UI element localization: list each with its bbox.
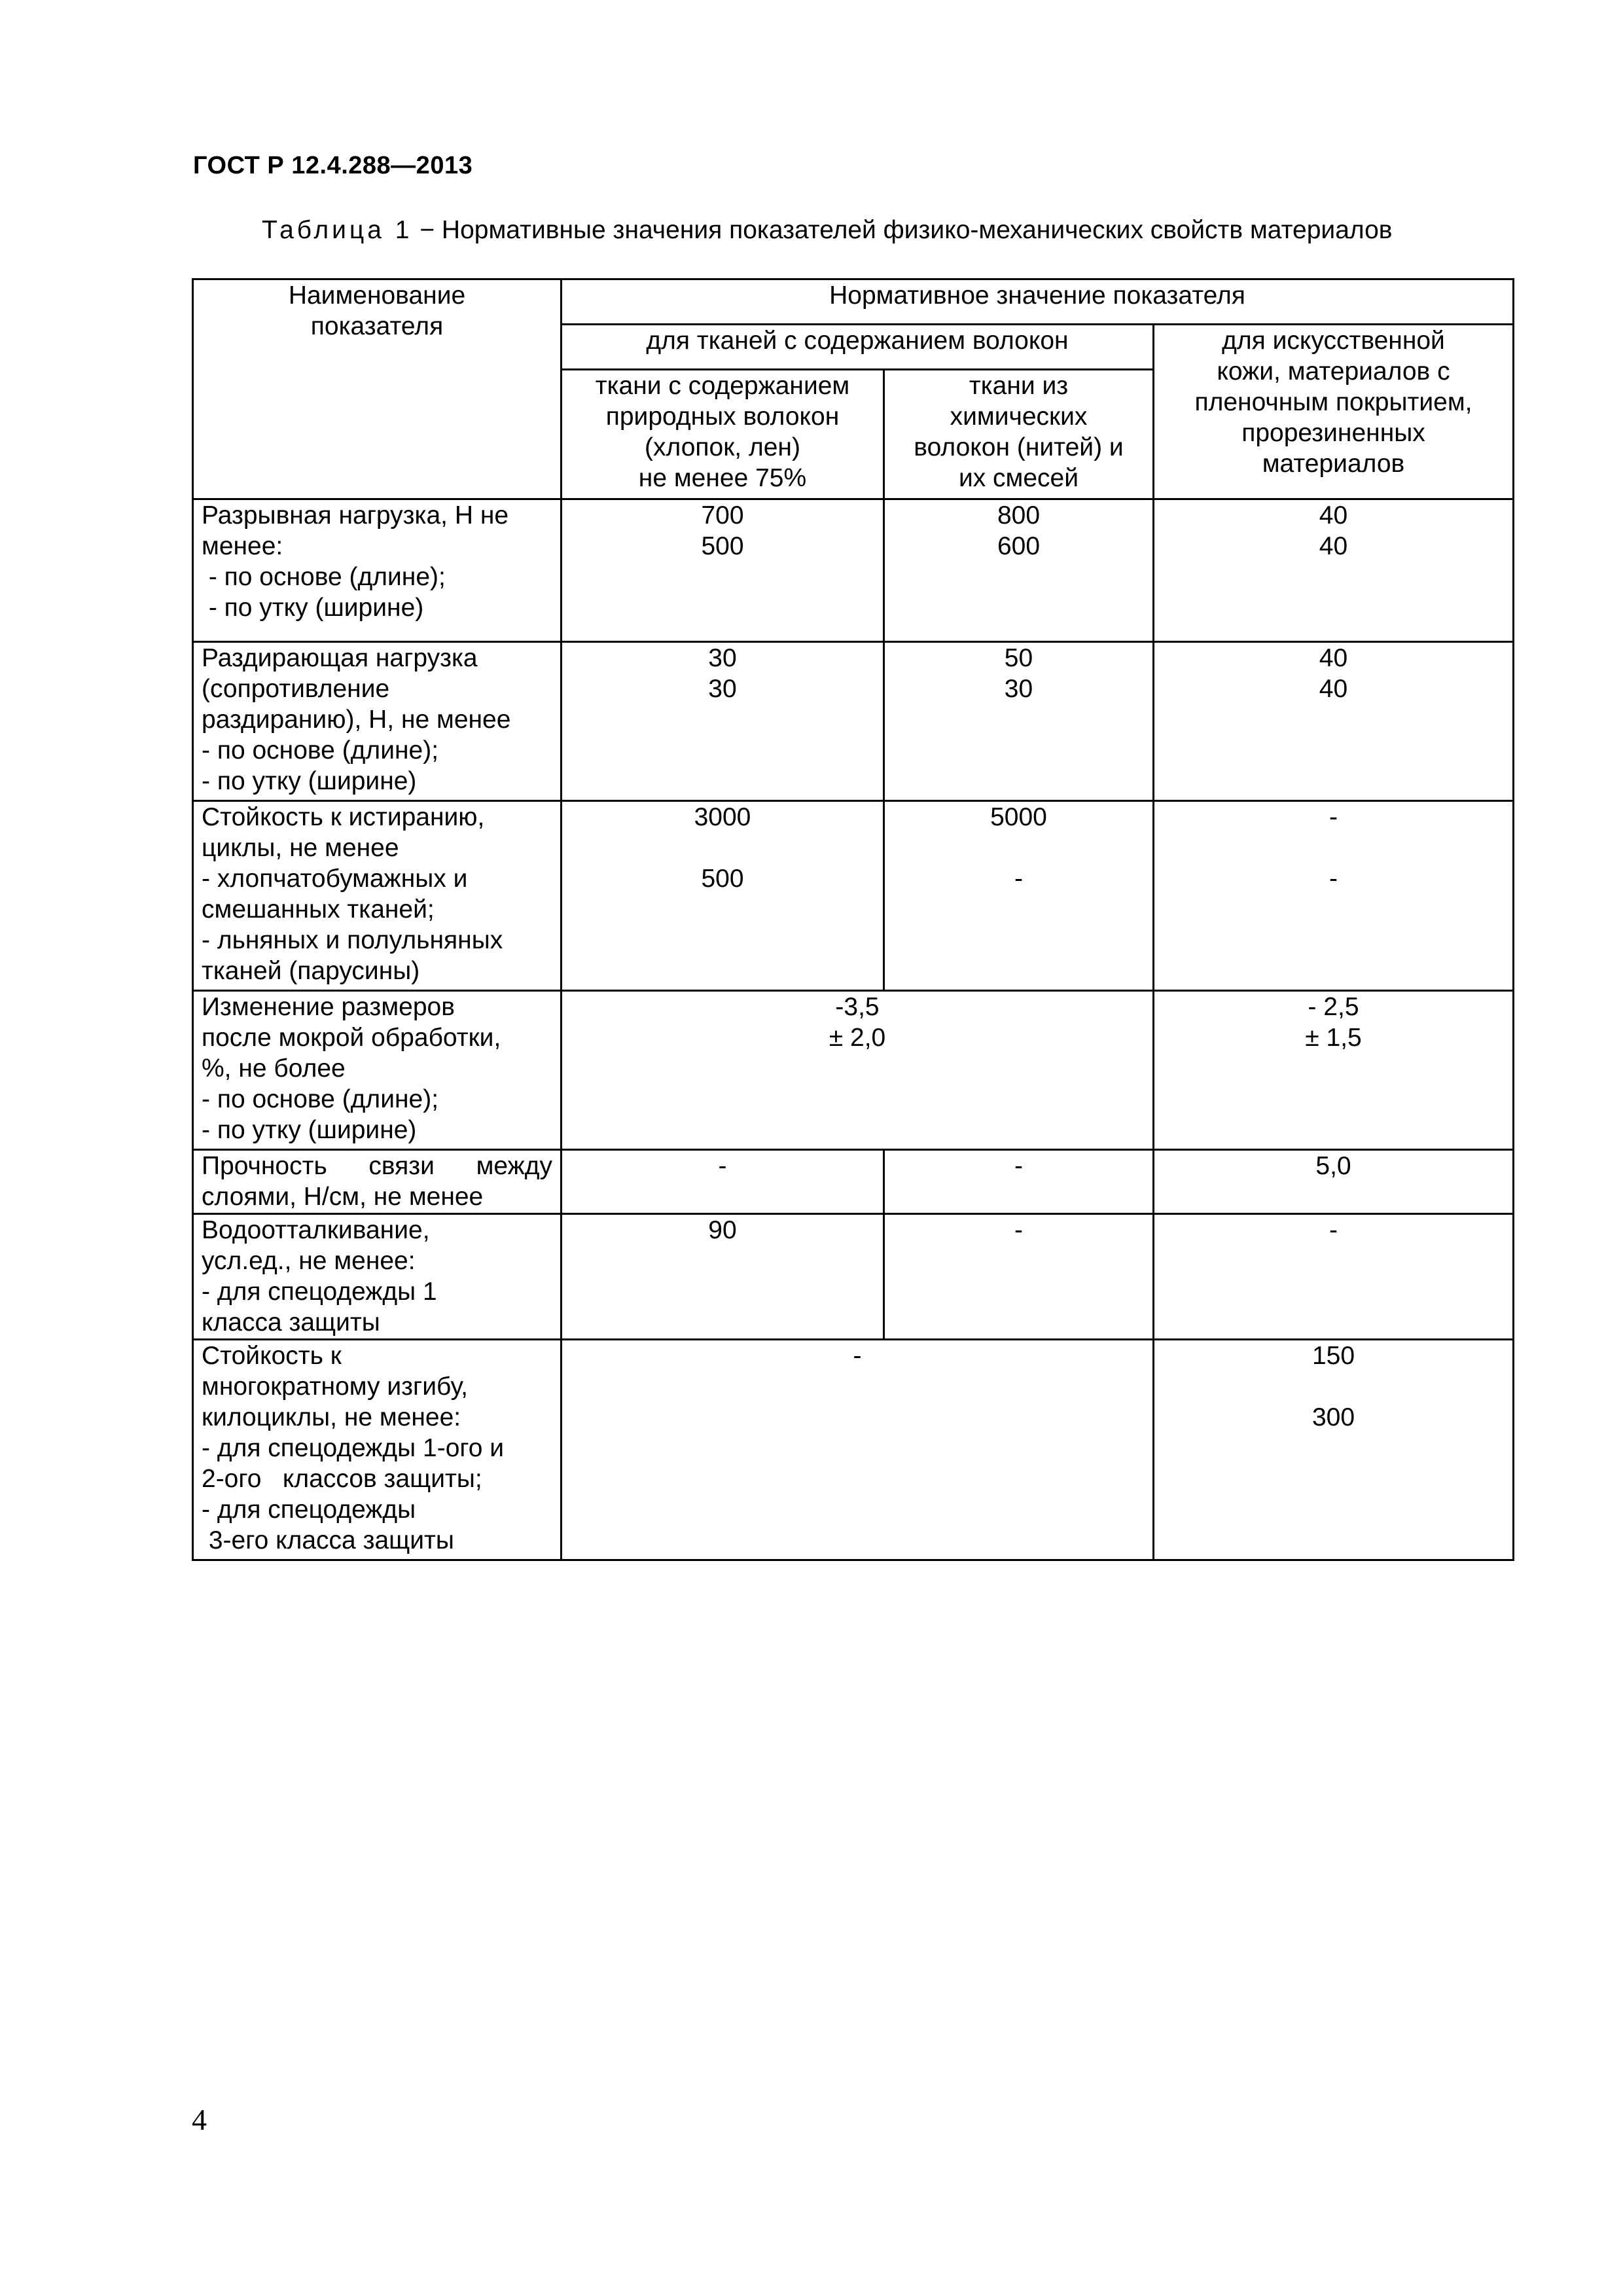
cell-text-line: тканей (парусины) [202, 957, 420, 985]
table-row [193, 1150, 1514, 1214]
cell-text-line: менее: [202, 532, 283, 560]
table-caption-text: Нормативные значения показателей физико-механических свойств материалов [441, 216, 1393, 244]
table-row [193, 991, 1514, 1150]
cell-text-line: 90 [708, 1216, 737, 1244]
cell-text-line: - по утку (ширине) [202, 594, 424, 622]
cell-text-line: - [1329, 803, 1338, 831]
cell-text-line: материалов [1262, 450, 1405, 478]
cell-text-line: - для спецодежды 1 [202, 1278, 437, 1306]
cell-text-line: %, не более [202, 1054, 346, 1083]
cell-text-line: 40 [1319, 644, 1348, 672]
cell-text-line: 800 [997, 501, 1041, 529]
cell-text-line: (хлопок, лен) [645, 433, 800, 461]
value-natural [562, 499, 884, 642]
table-caption [262, 216, 1393, 245]
table-row [193, 499, 1514, 642]
cell-text-line [893, 833, 1145, 863]
cell-text-line: 150 [1311, 1342, 1355, 1370]
cell-text-line: - [1329, 865, 1338, 893]
value-leather [1154, 991, 1514, 1150]
header-fabric-group: для тканей с содержанием волокон [562, 325, 1154, 370]
cell-text-line: - [1014, 1152, 1023, 1180]
cell-text-line: - по утку (ширине) [202, 767, 417, 795]
cell-text-line: Изменение размеров [202, 993, 455, 1021]
value-natural [562, 1150, 884, 1214]
cell-text-line: 2-ого классов защиты; [202, 1465, 482, 1493]
cell-text-line: раздиранию), Н, не менее [202, 706, 511, 734]
value-natural [562, 642, 884, 801]
cell-text-line: волокон (нитей) и [914, 433, 1124, 461]
cell-text-line [570, 1371, 1145, 1402]
cell-text-line: Прочность связи между [202, 1152, 552, 1180]
cell-text-line: Водоотталкивание, [202, 1216, 430, 1244]
cell-text-line: - по основе (длине); [202, 736, 439, 764]
indicator-abrasion-resistance [193, 801, 562, 991]
cell-text-line: - [718, 1152, 727, 1180]
cell-text-line: прорезиненных [1241, 419, 1425, 447]
cell-text-line: циклы, не менее [202, 834, 399, 862]
cell-text-line: пленочным покрытием, [1194, 388, 1472, 416]
cell-text-line: -3,5 [835, 993, 880, 1021]
cell-text-line: 40 [1319, 501, 1348, 529]
value-chemical [884, 499, 1154, 642]
cell-text-line: - для спецодежды [202, 1496, 416, 1524]
header-leather-materials [1154, 325, 1514, 499]
cell-text-line: - по основе (длине); [202, 1085, 439, 1113]
cell-text-line: 50 [1004, 644, 1033, 672]
norms-table [192, 278, 1514, 1561]
cell-text-line: - 2,5 [1308, 993, 1359, 1021]
cell-text-line: 5,0 [1315, 1152, 1351, 1180]
cell-text-line: ± 2,0 [829, 1024, 886, 1052]
cell-text-line: природных волокон [605, 403, 840, 431]
cell-text-line: 600 [997, 532, 1041, 560]
indicator-layer-bond [193, 1150, 562, 1214]
value-natural [562, 801, 884, 991]
table-caption-prefix: Таблица 1 [262, 216, 413, 244]
cell-text-line: многократному изгибу, [202, 1372, 468, 1401]
cell-text-line: ± 1,5 [1305, 1024, 1362, 1052]
cell-text-line: 40 [1319, 675, 1348, 703]
cell-text-line: 3000 [694, 803, 751, 831]
cell-text-line: - [853, 1342, 862, 1370]
value-chemical [884, 642, 1154, 801]
value-chemical [884, 1214, 1154, 1340]
indicator-tear-load [193, 642, 562, 801]
cell-text-line: 500 [701, 532, 744, 560]
header-chemical-fibre-fabrics [884, 370, 1154, 499]
cell-text-line: ткани из [969, 372, 1069, 400]
table-row [193, 1340, 1514, 1560]
cell-text-line: 500 [701, 865, 744, 893]
indicator-size-change [193, 991, 562, 1150]
cell-text-line: кожи, материалов с [1217, 357, 1450, 386]
cell-text-line: для искусственной [1222, 327, 1445, 355]
cell-text-line: 30 [708, 675, 737, 703]
cell-text-line: химических [950, 403, 1088, 431]
value-leather [1154, 642, 1514, 801]
value-fabrics-merged [562, 1340, 1154, 1560]
value-leather [1154, 499, 1514, 642]
cell-text-line: их смесей [958, 464, 1079, 492]
cell-text-line: 40 [1319, 532, 1348, 560]
value-leather [1154, 1340, 1514, 1560]
cell-text-line: Разрывная нагрузка, Н не [202, 501, 509, 529]
cell-text-line: класса защиты [202, 1308, 380, 1336]
value-natural [562, 1214, 884, 1340]
cell-text-line: Стойкость к истиранию, [202, 803, 485, 831]
cell-text-line: - хлопчатобумажных и [202, 865, 468, 893]
cell-text-line: - по основе (длине); [202, 563, 446, 591]
cell-text-line: 5000 [990, 803, 1047, 831]
cell-text-line [1162, 1246, 1505, 1276]
cell-text-line: (сопротивление [202, 675, 390, 703]
cell-text-line: 30 [1004, 675, 1033, 703]
cell-text-line: - льняных и полульняных [202, 926, 503, 954]
cell-text-line: - [1329, 1216, 1338, 1244]
indicator-flex-resistance [193, 1340, 562, 1560]
cell-text-line: после мокрой обработки, [202, 1024, 501, 1052]
value-fabrics-merged [562, 991, 1154, 1150]
cell-text-line: показателя [310, 312, 444, 340]
cell-text-line: - [1014, 865, 1023, 893]
cell-text-line: Стойкость к [202, 1342, 342, 1370]
cell-text-line [570, 1402, 1145, 1433]
cell-text-line: 700 [701, 501, 744, 529]
cell-text-line [570, 833, 875, 863]
cell-text-line [893, 1246, 1145, 1276]
value-chemical [884, 1150, 1154, 1214]
table-row [193, 801, 1514, 991]
cell-text-line: - по утку (ширине) [202, 1116, 417, 1144]
table-caption-dash: − [412, 216, 442, 244]
cell-text-line: Раздирающая нагрузка [202, 644, 478, 672]
value-leather [1154, 1214, 1514, 1340]
cell-text-line: усл.ед., не менее: [202, 1247, 416, 1275]
table-row [193, 642, 1514, 801]
cell-text-line: килоциклы, не менее: [202, 1403, 461, 1431]
cell-text-line: смешанных тканей; [202, 895, 435, 924]
cell-text-line: 300 [1311, 1403, 1355, 1431]
page-number: 4 [192, 2103, 207, 2136]
header-norm-value: Нормативное значение показателя [562, 279, 1514, 325]
cell-text-line: не менее 75% [638, 464, 807, 492]
cell-text-line: ткани с содержанием [595, 372, 850, 400]
value-leather [1154, 801, 1514, 991]
cell-text-line: - [1014, 1216, 1023, 1244]
table-row [193, 1214, 1514, 1340]
cell-text-line: 3-его класса защиты [202, 1526, 454, 1554]
value-leather [1154, 1150, 1514, 1214]
document-code: ГОСТ Р 12.4.288—2013 [193, 152, 473, 179]
indicator-water-repellency [193, 1214, 562, 1340]
cell-text-line [570, 1246, 875, 1276]
header-indicator-name [193, 279, 562, 499]
cell-text-line: слоями, Н/см, не менее [202, 1183, 484, 1211]
value-chemical [884, 801, 1154, 991]
cell-text-line [1162, 1371, 1505, 1402]
indicator-tensile-load [193, 499, 562, 642]
cell-text-line: 30 [708, 644, 737, 672]
cell-text-line: Наименование [288, 281, 466, 310]
cell-text-line [1162, 833, 1505, 863]
header-natural-fibre-fabrics [562, 370, 884, 499]
cell-text-line: - для спецодежды 1-ого и [202, 1434, 505, 1462]
